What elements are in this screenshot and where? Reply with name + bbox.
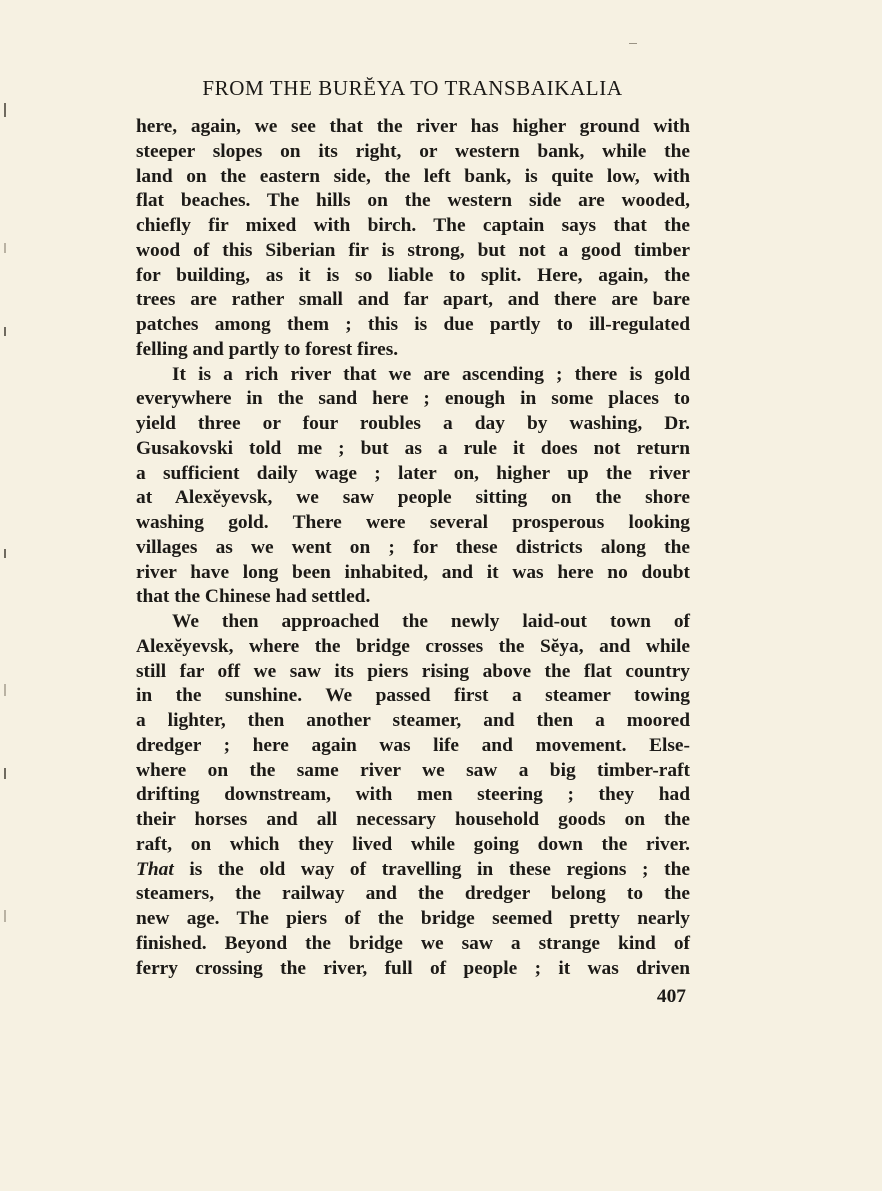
binding-mark [4, 103, 6, 117]
text-line: at Alexĕyevsk, we saw people sitting on the shore [136, 487, 690, 509]
text-line: a sufficient daily wage ; later on, higher up the river [136, 462, 690, 484]
text-line: patches among them ; this is due partly to ill-regulated [136, 314, 690, 335]
text-line: Gusakovski told me ; but as a rule it does not return [136, 437, 690, 459]
text-line: yield three or four roubles a day by washing, Dr. [136, 413, 690, 434]
text-line: wood of this Siberian fir is strong, but not a good timber [136, 239, 690, 261]
text-line: that the Chinese had settled. [136, 586, 371, 608]
text-line: here, again, we see that the river has higher ground with [136, 116, 690, 137]
line-rest: is the old way of travelling in these regions ; the [173, 858, 690, 880]
text-line: drifting downstream, with men steering ; they had [136, 784, 690, 806]
binding-mark [4, 327, 6, 336]
text-line: where on the same river we saw a big timber-raft [136, 759, 690, 781]
text-line: felling and partly to forest fires. [136, 338, 399, 360]
text-line: washing gold. There were several prosperous looking [136, 512, 690, 533]
italic-word: That [136, 858, 174, 880]
text-line: land on the eastern side, the left bank, is quite low, with [136, 165, 690, 187]
text-line: still far off we saw its piers rising above the flat country [136, 660, 690, 682]
text-line: trees are rather small and far apart, and there are bare [136, 289, 690, 311]
binding-mark [4, 549, 6, 558]
text-line: flat beaches. The hills on the western side are wooded, [136, 190, 690, 212]
text-line: for building, as it is so liable to split. Here, again, the [136, 264, 690, 286]
text-line: finished. Beyond the bridge we saw a strange kind of [136, 932, 690, 954]
page-number: 407 [656, 986, 686, 1007]
text-line: river have long been inhabited, and it was here no doubt [136, 561, 690, 583]
text-line: villages as we went on ; for these districts along the [136, 536, 690, 558]
binding-mark [4, 684, 6, 696]
text-line: chiefly fir mixed with birch. The captain says that the [136, 215, 690, 236]
text-line: We then approached the newly laid-out town of [172, 611, 690, 632]
text-line: in the sunshine. We passed first a steamer towing [136, 685, 690, 707]
print-mark [629, 43, 637, 44]
running-header: FROM THE BURĔYA TO TRANSBAIKALIA [202, 76, 623, 100]
binding-mark [4, 243, 6, 253]
text-line: Alexĕyevsk, where the bridge crosses the Sĕya, and while [136, 635, 690, 657]
body-text [136, 115, 690, 981]
text-line: steeper slopes on its right, or western bank, while the [136, 140, 690, 162]
text-line: a lighter, then another steamer, and then a moored [136, 710, 690, 731]
text-line: ferry crossing the river, full of people ; it was driven [136, 957, 690, 979]
binding-mark [4, 910, 6, 922]
text-line: steamers, the railway and the dredger belong to the [136, 883, 690, 905]
text-line: their horses and all necessary household goods on the [136, 809, 690, 830]
text-line: raft, on which they lived while going down the river. [136, 833, 690, 855]
text-line: new age. The piers of the bridge seemed pretty nearly [136, 908, 690, 929]
text-line: everywhere in the sand here ; enough in some places to [136, 388, 690, 410]
binding-mark [4, 768, 6, 779]
text-line: It is a rich river that we are ascending ; there is gold [172, 363, 690, 385]
text-line: dredger ; here again was life and movement. Else- [136, 734, 690, 756]
text-line [136, 858, 690, 883]
